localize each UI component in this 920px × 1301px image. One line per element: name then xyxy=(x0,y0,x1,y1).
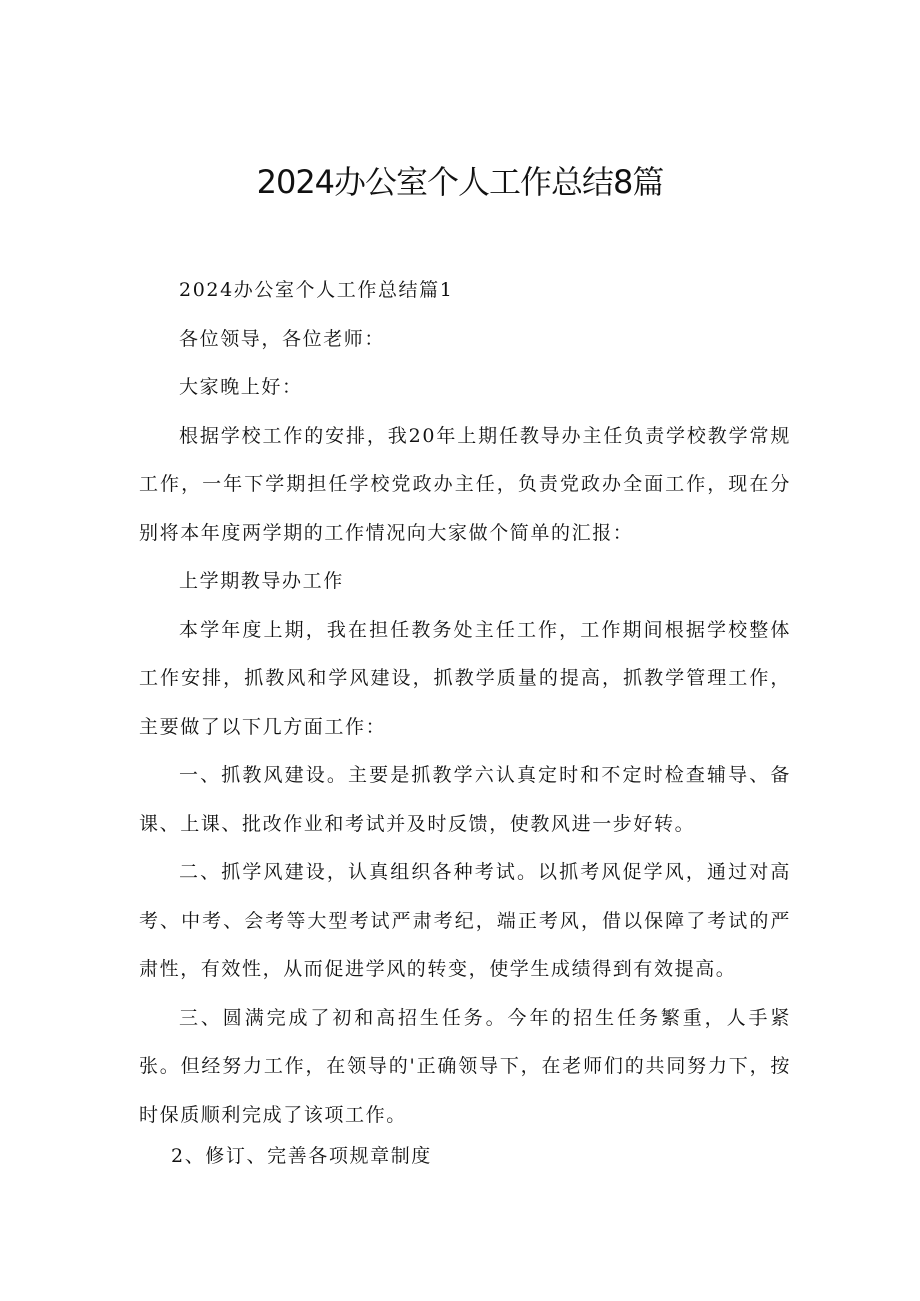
paragraph-point-1: 一、抓教风建设。主要是抓教学六认真定时和不定时检查辅导、备课、上课、批改作业和考试并及时反馈，使教风进一步好转。 xyxy=(139,764,791,835)
subsection-heading-2: 2、修订、完善各项规章制度 xyxy=(171,1145,432,1167)
document-body xyxy=(139,266,791,1177)
paragraph-overview: 本学年度上期，我在担任教务处主任工作，工作期间根据学校整体工作安排，抓教风和学风建设，抓教学质量的提高，抓教学管理工作，主要做了以下几方面工作： xyxy=(139,618,791,738)
greeting: 大家晚上好： xyxy=(179,376,303,398)
salutation: 各位领导，各位老师： xyxy=(179,327,386,350)
document-title: 2024办公室个人工作总结8篇 xyxy=(256,163,664,201)
section-heading: 2024办公室个人工作总结篇1 xyxy=(179,279,454,301)
paragraph-point-3: 三、圆满完成了初和高招生任务。今年的招生任务繁重，人手紧张。但经努力工作，在领导的'正确领导下，在老师们的共同努力下，按时保质顺利完成了该项工作。 xyxy=(139,1006,791,1126)
paragraph-point-2: 二、抓学风建设，认真组织各种考试。以抓考风促学风，通过对高考、中考、会考等大型考试严肃考纪，端正考风，借以保障了考试的严肃性，有效性，从而促进学风的转变，使学生成绩得到有效提高。 xyxy=(139,861,791,980)
paragraph-intro: 根据学校工作的安排，我20年上期任教导办主任负责学校教学常规工作，一年下学期担任学校党政办主任，负责党政办全面工作，现在分别将本年度两学期的工作情况向大家做个简单的汇报： xyxy=(139,424,791,544)
subsection-heading: 上学期教导办工作 xyxy=(179,570,344,592)
